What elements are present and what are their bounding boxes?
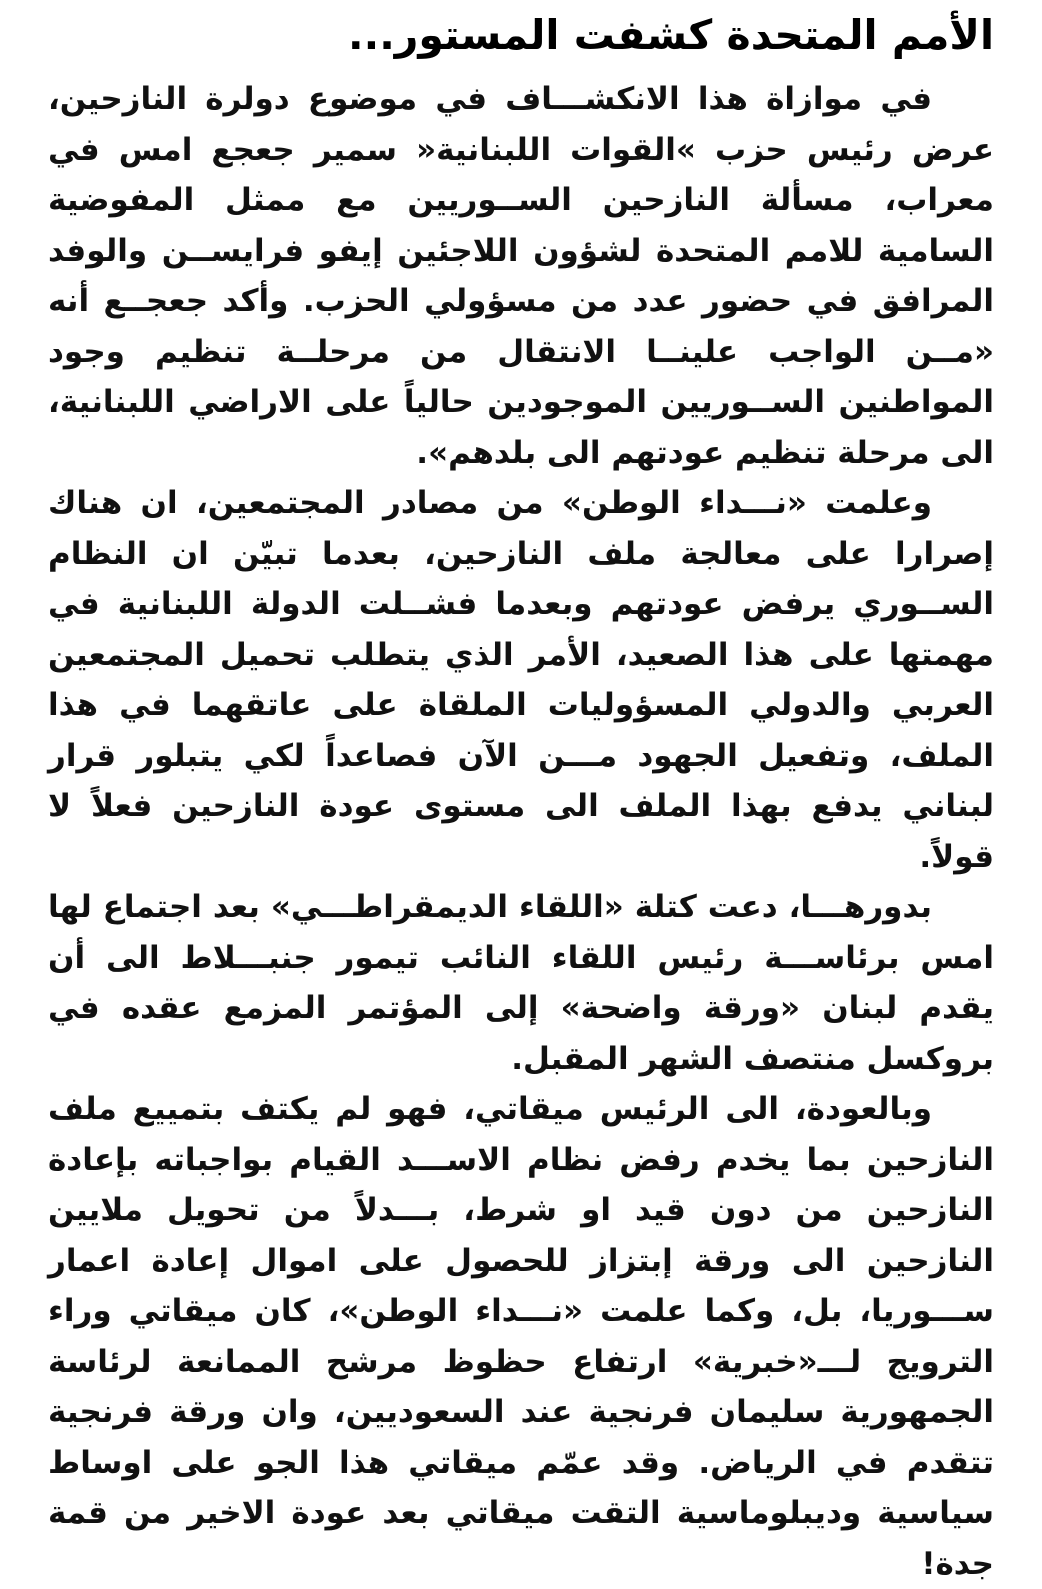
article-paragraph: وبالعودة، الى الرئيس ميقاتي، فهو لم يكتف بتمييع ملف النازحين بما يخدم رفض نظام الاســـد القيام بواجباته بإعادة النازحين من دون قيد او شرط، بـــدلاً من تحويل ملايين النازحين الى ورقة إبتزاز للحصول على اموال إعادة اعمار ســـوريا، بل، وكما علمت «نـــداء الوطن»، كان ميقاتي وراء الترويج لـــ«خبرية» ارتفاع حظوظ مرشح الممانعة لرئاسة الجمهورية سليمان فرنجية عند السعوديين، وان ورقة فرنجية تتقدم في الرياض. وقد عمّم ميقاتي هذا الجو على اوساط سياسية وديبلوماسية التقت ميقاتي بعد عودة الاخير من قمة جدة! bbox=[48, 1091, 994, 1582]
article-headline: الأمم المتحدة كشفت المستور... bbox=[348, 11, 994, 59]
article-paragraph: في موازاة هذا الانكشـــاف في موضوع دولرة النازحين، عرض رئيس حزب »القوات اللبنانية« سمير جعجع امس في معراب، مسألة النازحين الســوريين مع ممثل المفوضية السامية للامم المتحدة لشؤون اللاجئين إيفو فرايســن والوفد المرافق في حضور عدد من مسؤولي الحزب. وأكد جعجــع أنه «مــن الواجب علينــا الانتقال من مرحلــة تنظيم وجود المواطنين الســوريين الموجودين حالياً على الاراضي اللبنانية، الى مرحلة تنظيم عودتهم الى بلدهم». bbox=[48, 81, 994, 471]
article-paragraph: بدورهـــا، دعت كتلة «اللقاء الديمقراطـــي» بعد اجتماع لها امس برئاســـة رئيس اللقاء النائب تيمور جنبـــلاط الى أن يقدم لبنان «ورقة واضحة» إلى المؤتمر المزمع عقده في بروكسل منتصف الشهر المقبل. bbox=[48, 889, 994, 1077]
article-paragraph: وعلمت «نـــداء الوطن» من مصادر المجتمعين، ان هناك إصرارا على معالجة ملف النازحين، بعدما تبيّن ان النظام الســوري يرفض عودتهم وبعدما فشــلت الدولة اللبنانية في مهمتها على هذا الصعيد، الأمر الذي يتطلب تحميل المجتمعين العربي والدولي المسؤوليات الملقاة على عاتقهما في هذا الملف، وتفعيل الجهود مـــن الآن فصاعداً لكي يتبلور قرار لبناني يدفع بهذا الملف الى مستوى عودة النازحين فعلاً لا قولاً. bbox=[48, 485, 994, 875]
